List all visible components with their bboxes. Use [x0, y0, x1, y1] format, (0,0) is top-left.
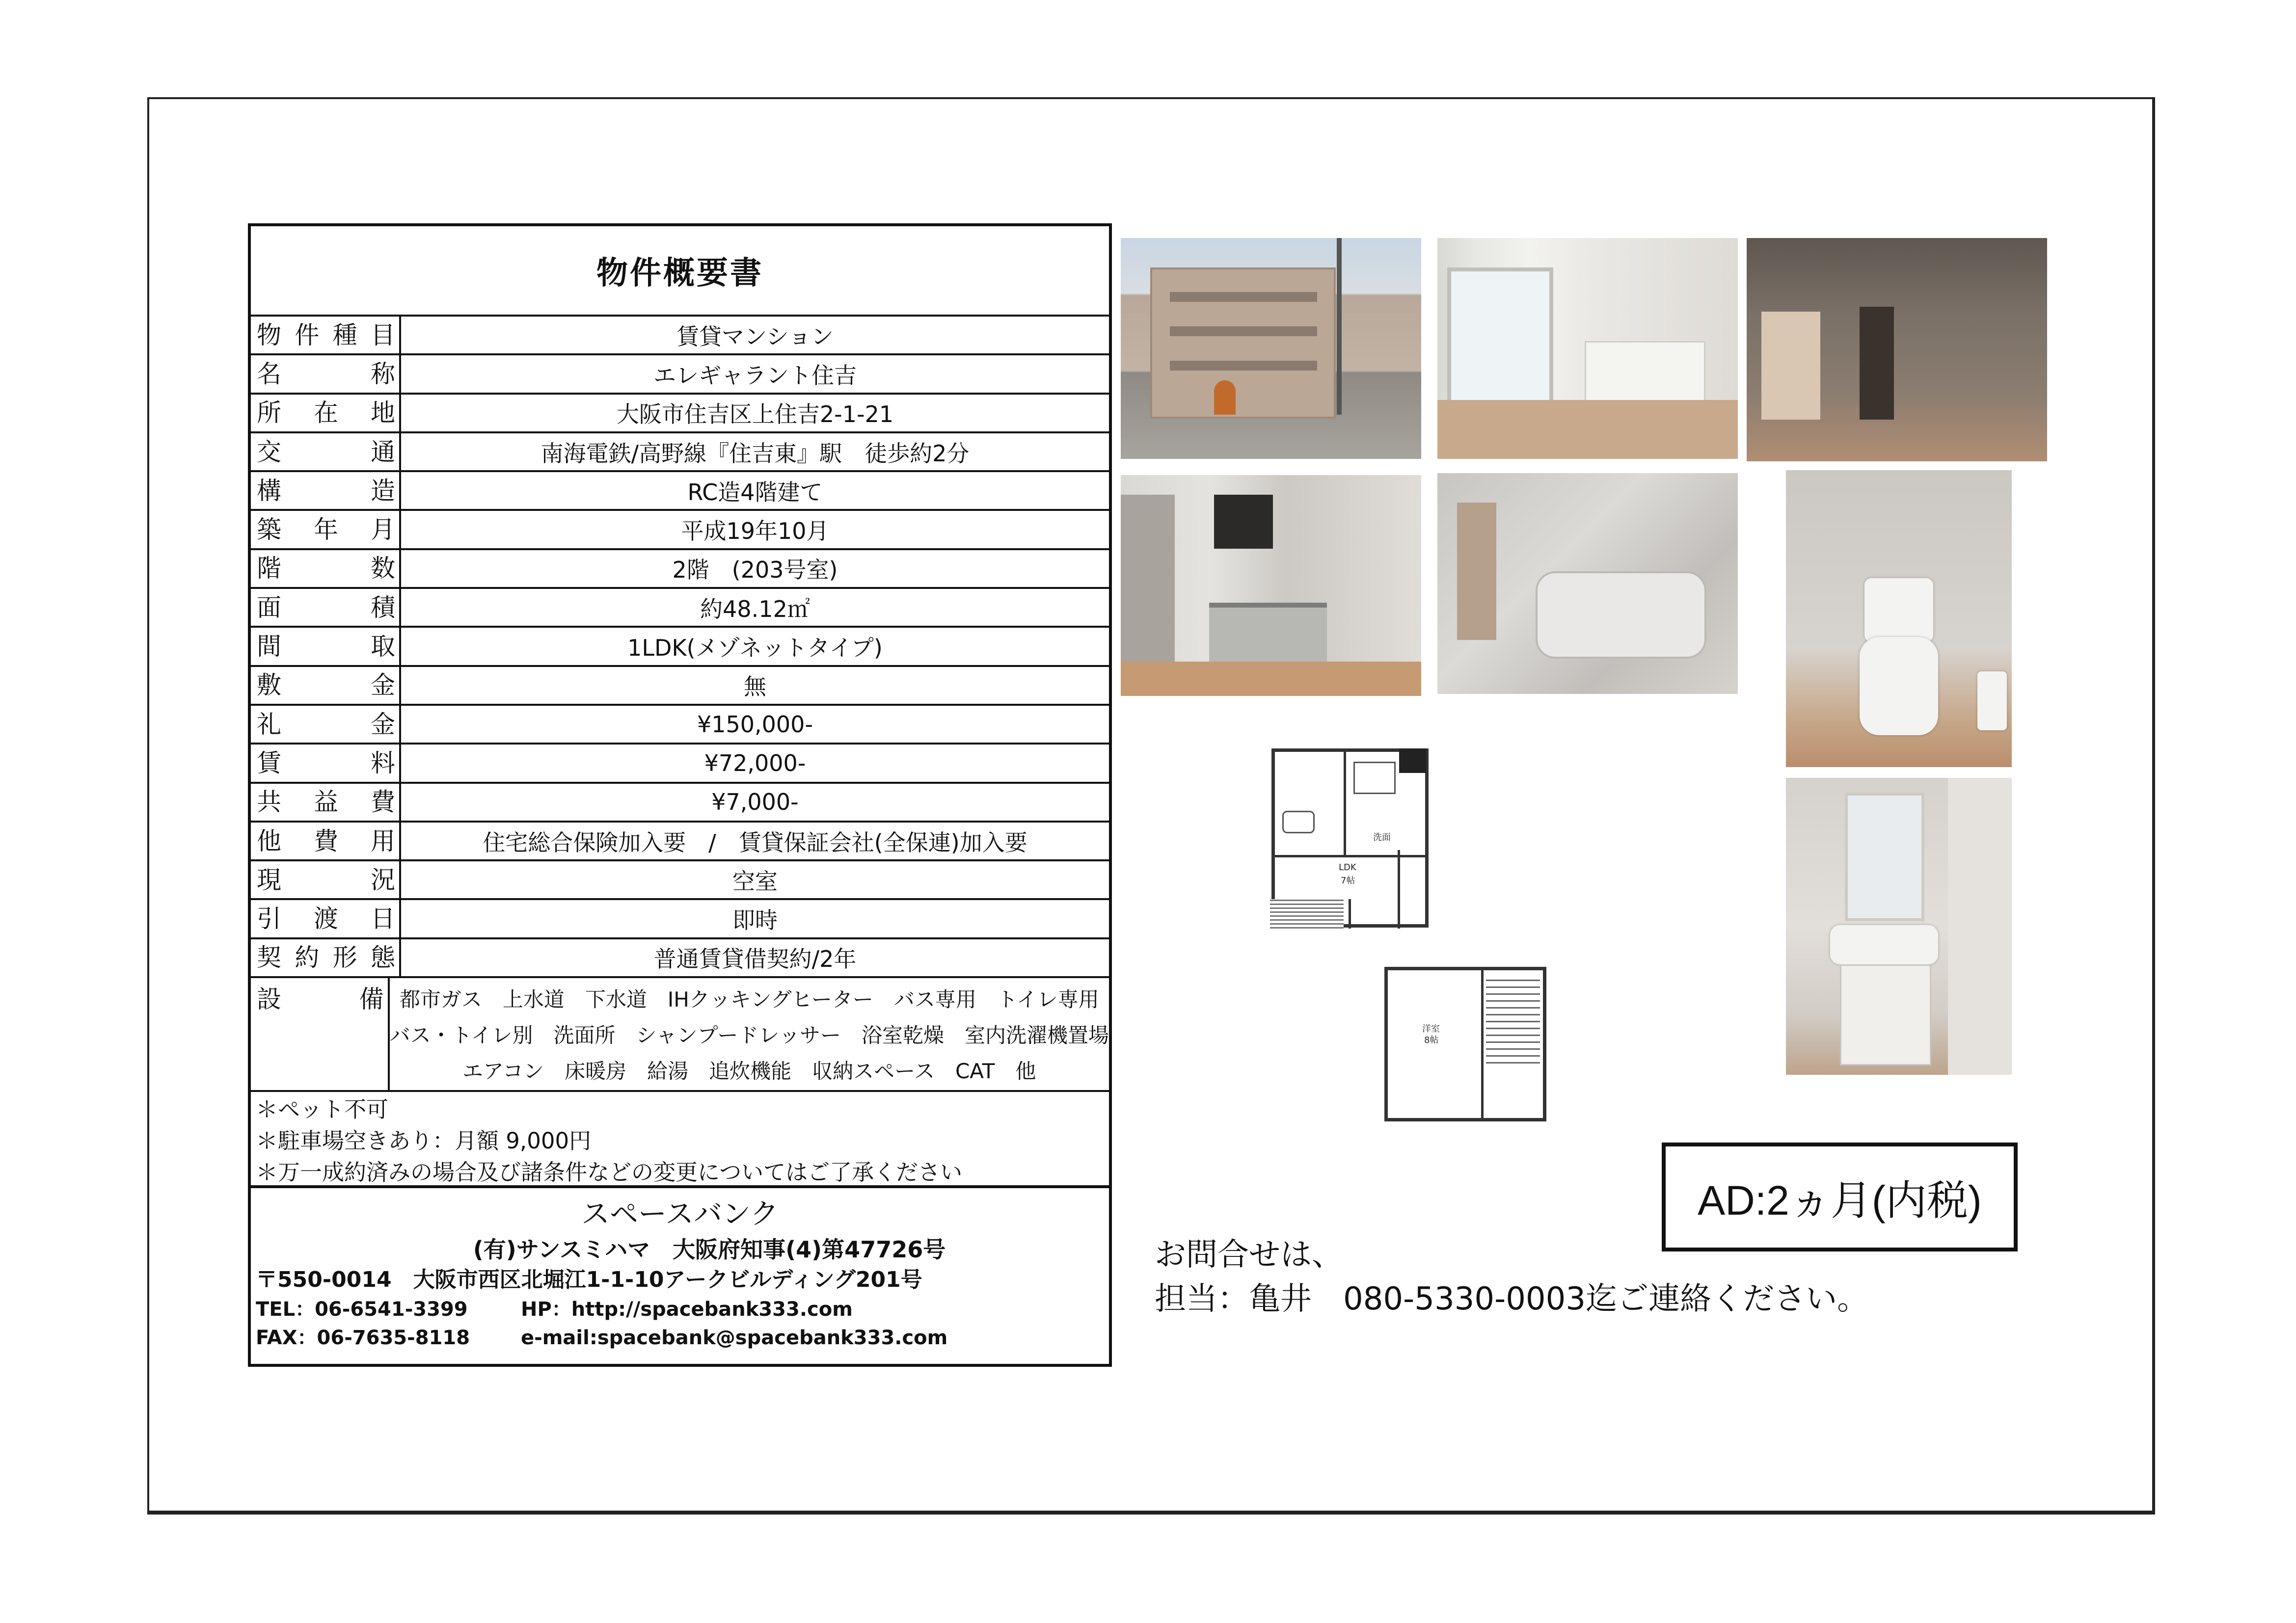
- summary-row-value: エレギャラント住吉: [653, 362, 857, 389]
- kitchen-photo: [1121, 475, 1421, 696]
- summary-row-value: 無: [744, 673, 766, 700]
- summary-row-label: 構 造: [251, 472, 401, 509]
- equipment-label: 設 備: [251, 978, 390, 1090]
- summary-row: [251, 784, 1109, 823]
- summary-row-value: 南海電鉄/高野線『住吉東』駅 徒歩約2分: [540, 440, 970, 467]
- summary-row-label: 現 況: [251, 861, 401, 898]
- summary-row-label: 共 益 費: [251, 784, 401, 821]
- equipment-row: [251, 978, 1109, 1092]
- note-disclaimer: ＊万一成約済みの場合及び諸条件などの変更についてはご了承ください: [256, 1159, 963, 1186]
- summary-row-label: 所 在 地: [251, 395, 401, 431]
- summary-row-value: 1LDK(メゾネットタイプ): [627, 635, 883, 662]
- summary-row: [251, 900, 1109, 939]
- summary-row-label: 交 通: [251, 433, 401, 470]
- summary-row-label: 名 称: [251, 355, 401, 392]
- summary-row-label: 階 数: [251, 550, 401, 587]
- company-email[interactable]: e-mail:spacebank@spacebank333.com: [521, 1327, 948, 1350]
- equipment-line: エアコン 床暖房 給湯 追炊機能 収納スペース CAT 他: [462, 1059, 1036, 1084]
- summary-row-label: 礼 金: [251, 706, 401, 743]
- summary-row: [251, 317, 1109, 355]
- floor-plan-balcony: [1399, 748, 1426, 773]
- summary-row-value: 約48.12㎡: [700, 595, 810, 622]
- summary-row-value: ¥150,000-: [697, 711, 813, 738]
- summary-row: [251, 939, 1109, 978]
- equipment-line: 都市ガス 上水道 下水道 IHクッキングヒーター バス専用 トイレ専用: [399, 987, 1099, 1011]
- note-parking: ＊駐車場空きあり：月額 9,000円: [256, 1128, 592, 1154]
- summary-row-label: 契 約 形 態: [251, 939, 401, 976]
- company-fax: FAX：06-7635-8118: [256, 1327, 470, 1350]
- equipment-values: [390, 978, 1109, 1090]
- equipment-line: バス・トイレ別 洗面所 シャンプードレッサー 浴室乾燥 室内洗濯機置場: [389, 1023, 1109, 1048]
- summary-row: [251, 823, 1109, 861]
- summary-row-value: 即時: [732, 907, 778, 934]
- summary-row: [251, 472, 1109, 511]
- summary-row-label: 他 費 用: [251, 823, 401, 859]
- summary-row-label: 引 渡 日: [251, 900, 401, 937]
- company-tel: TEL：06-6541-3399: [256, 1298, 468, 1321]
- summary-row: [251, 433, 1109, 472]
- summary-row-value: 住宅総合保険加入要 / 賃貸保証会社(全保連)加入要: [483, 829, 1027, 856]
- summary-row: [251, 861, 1109, 900]
- notes: [251, 1092, 1109, 1188]
- floor-plan-room-label: 8帖: [1424, 1035, 1439, 1045]
- summary-row-value: 空室: [732, 868, 778, 895]
- living-room-window-photo: [1437, 238, 1738, 459]
- summary-row-value: 2階 (203号室): [672, 557, 838, 584]
- sheet-title: 物件概要書: [251, 226, 1109, 317]
- inquiry-line-1: お問合せは、: [1155, 1237, 1343, 1273]
- inquiry-line-2: 担当：亀井 080-5330-0003迄ご連絡ください。: [1155, 1281, 1869, 1317]
- summary-row: [251, 355, 1109, 394]
- exterior-photo: [1121, 238, 1421, 459]
- company-license: (有)サンスミハマ 大阪府知事(4)第47726号: [473, 1236, 946, 1263]
- summary-row: [251, 706, 1109, 745]
- summary-row-value: 賃貸マンション: [676, 323, 834, 350]
- living-room-door-photo: [1747, 238, 2047, 461]
- inquiry-text: [1155, 1233, 1868, 1321]
- company-name: スペースバンク: [581, 1197, 779, 1231]
- note-pets: ＊ペット不可: [256, 1096, 389, 1123]
- company-address: 〒550-0014 大阪市西区北堀江1-1-10アークビルディング201号: [256, 1267, 922, 1293]
- company-homepage[interactable]: HP：http://spacebank333.com: [521, 1298, 853, 1321]
- summary-row-value: ¥7,000-: [711, 789, 799, 816]
- summary-row-label: 賃 料: [251, 745, 401, 781]
- property-summary-table: [248, 223, 1112, 1367]
- toilet-photo: [1786, 470, 2012, 767]
- summary-row-label: 物 件 種 目: [251, 317, 401, 353]
- summary-row-label: 築 年 月: [251, 511, 401, 548]
- summary-row: [251, 667, 1109, 706]
- summary-row-value: 大阪市住吉区上住吉2-1-21: [616, 401, 894, 428]
- summary-row: [251, 745, 1109, 783]
- summary-row: [251, 628, 1109, 666]
- summary-row-value: RC造4階建て: [687, 479, 823, 506]
- summary-row-value: 普通賃貸借契約/2年: [653, 946, 857, 973]
- washstand-photo: [1786, 778, 2012, 1075]
- summary-row-label: 間 取: [251, 628, 401, 665]
- ad-commission-box: AD:2ヵ月(内税): [1662, 1143, 2018, 1251]
- company-contact-row: [256, 1295, 1104, 1324]
- summary-row: [251, 589, 1109, 628]
- floor-plan-room-label: LDK: [1339, 862, 1356, 873]
- floor-plan-lower: [1384, 967, 1546, 1121]
- summary-row: [251, 511, 1109, 550]
- floor-plan-room-label: 7帖: [1341, 876, 1355, 886]
- floor-plan-room-label: 洋室: [1422, 1024, 1440, 1034]
- bathroom-photo: [1437, 473, 1738, 694]
- summary-row-label: 敷 金: [251, 667, 401, 704]
- summary-rows: [251, 317, 1109, 978]
- summary-row-value: ¥72,000-: [704, 749, 806, 776]
- floor-plan-room-label: 洗面: [1373, 832, 1391, 843]
- summary-row-value: 平成19年10月: [681, 518, 829, 545]
- summary-row-label: 面 積: [251, 589, 401, 626]
- summary-row: [251, 395, 1109, 433]
- company-block: [251, 1188, 1109, 1352]
- floor-plan-upper: [1271, 748, 1429, 928]
- company-contact-row: [256, 1324, 1104, 1352]
- summary-row: [251, 550, 1109, 589]
